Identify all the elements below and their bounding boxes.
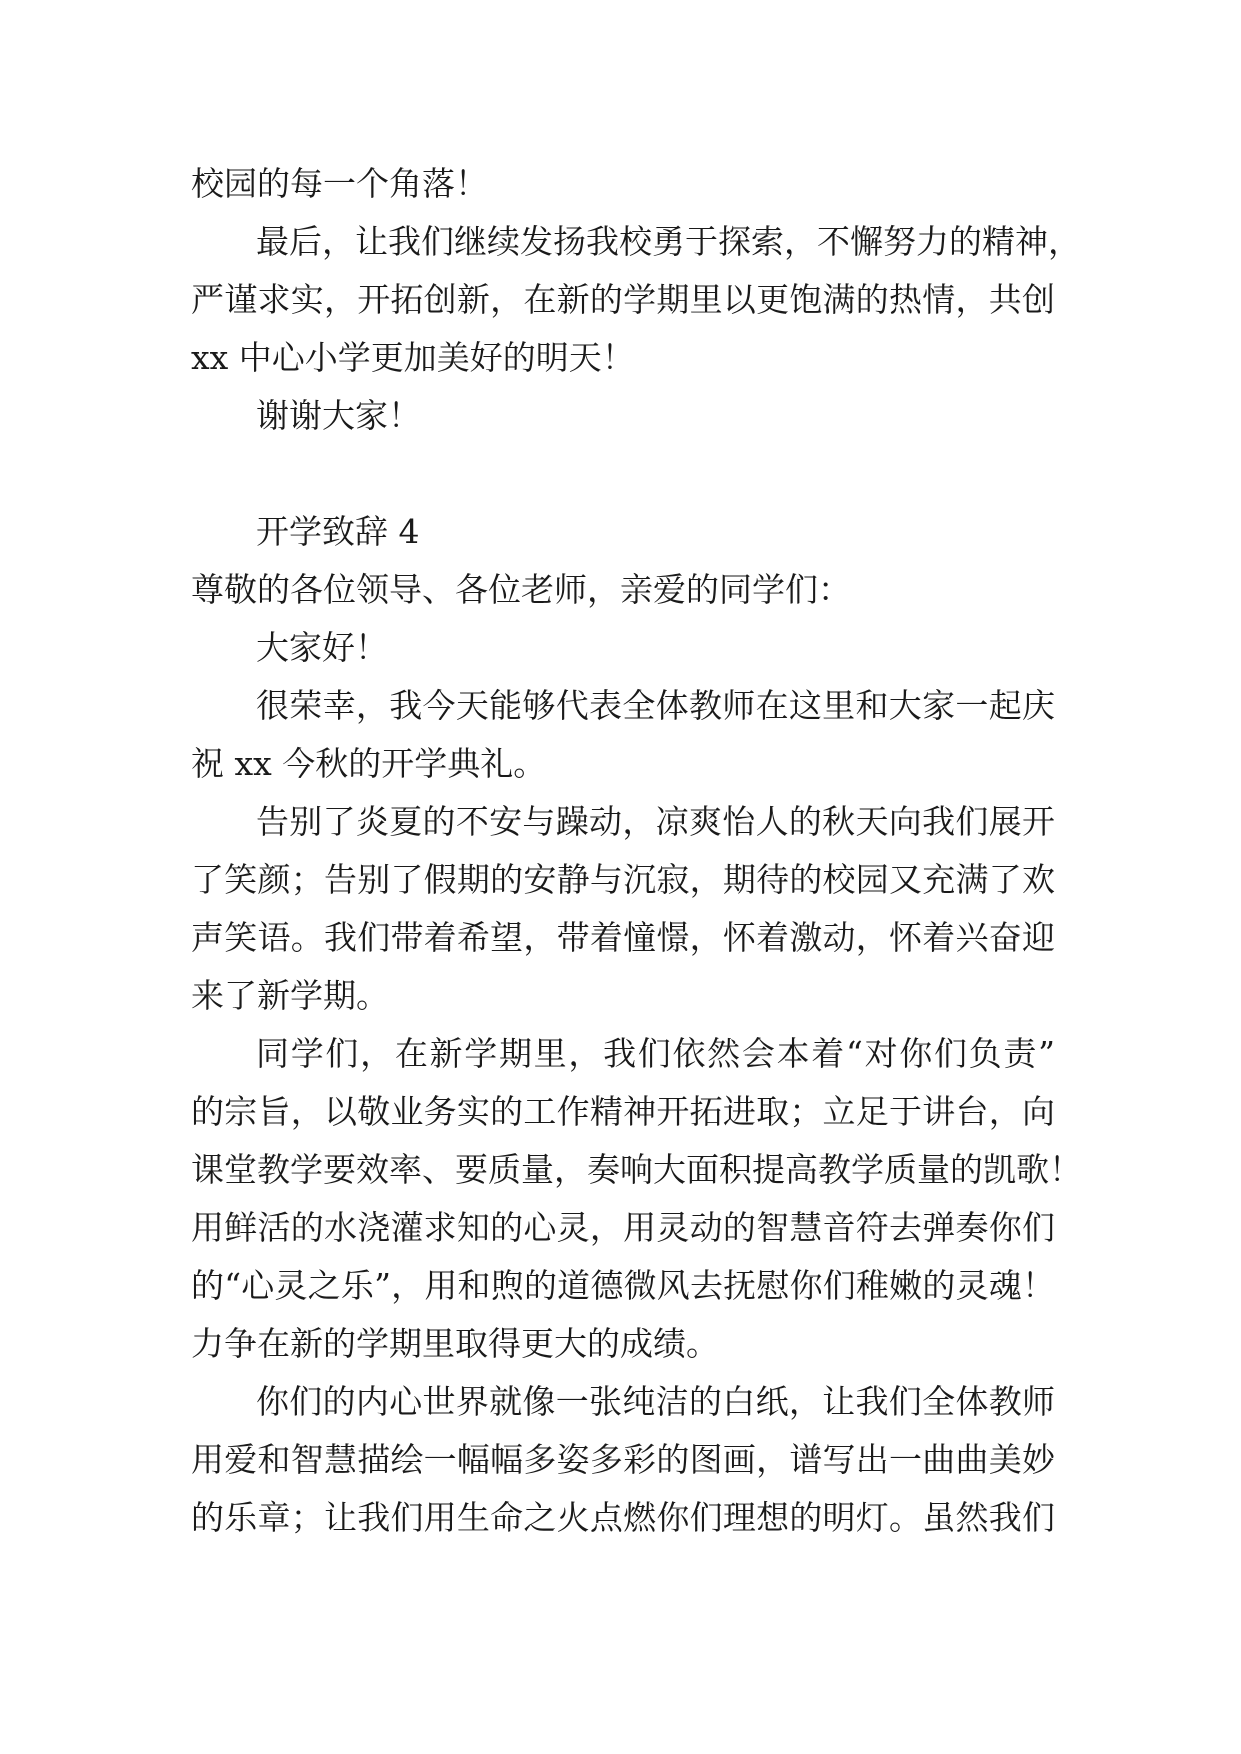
text-line-1: 校园的每一个角落！ (191, 164, 488, 203)
text-line-18: 用鲜活的水浇灌求知的心灵，用灵动的智慧音符去弹奏你们 (191, 1208, 1055, 1247)
text-line-10: 祝 xx 今秋的开学典礼。 (191, 744, 547, 783)
text-line-22: 用爱和智慧描绘一幅幅多姿多彩的图画，谱写出一曲曲美妙 (191, 1440, 1055, 1479)
text-line-19: 的“心灵之乐”，用和煦的道德微风去抚慰你们稚嫩的灵魂！ (191, 1266, 1055, 1305)
text-line-15: 同学们，在新学期里，我们依然会本着“对你们负责” (256, 1034, 1055, 1073)
text-line-21: 你们的内心世界就像一张纯洁的白纸，让我们全体教师 (256, 1382, 1055, 1421)
section-heading: 开学致辞 4 (256, 512, 420, 551)
text-line-17: 课堂教学要效率、要质量，奏响大面积提高教学质量的凯歌！ (191, 1150, 1082, 1189)
text-line-16: 的宗旨，以敬业务实的工作精神开拓进取；立足于讲台，向 (191, 1092, 1055, 1131)
text-line-20: 力争在新的学期里取得更大的成绩。 (191, 1324, 719, 1363)
text-line-13: 声笑语。我们带着希望，带着憧憬，怀着激动，怀着兴奋迎 (191, 918, 1055, 957)
text-line-12: 了笑颜；告别了假期的安静与沉寂，期待的校园又充满了欢 (191, 860, 1055, 899)
text-line-9: 很荣幸，我今天能够代表全体教师在这里和大家一起庆 (256, 686, 1055, 725)
text-line-11: 告别了炎夏的不安与躁动，凉爽怡人的秋天向我们展开 (256, 802, 1055, 841)
salutation: 尊敬的各位领导、各位老师，亲爱的同学们： (191, 570, 851, 609)
text-line-23: 的乐章；让我们用生命之火点燃你们理想的明灯。虽然我们 (191, 1498, 1055, 1537)
greeting: 大家好！ (256, 628, 388, 667)
text-line-5: 谢谢大家！ (256, 396, 421, 435)
text-line-14: 来了新学期。 (191, 976, 389, 1015)
text-line-3: 严谨求实，开拓创新，在新的学期里以更饱满的热情，共创 (191, 280, 1055, 319)
text-line-4: xx 中心小学更加美好的明天！ (191, 338, 635, 377)
text-line-2: 最后，让我们继续发扬我校勇于探索，不懈努力的精神， (256, 222, 1081, 261)
